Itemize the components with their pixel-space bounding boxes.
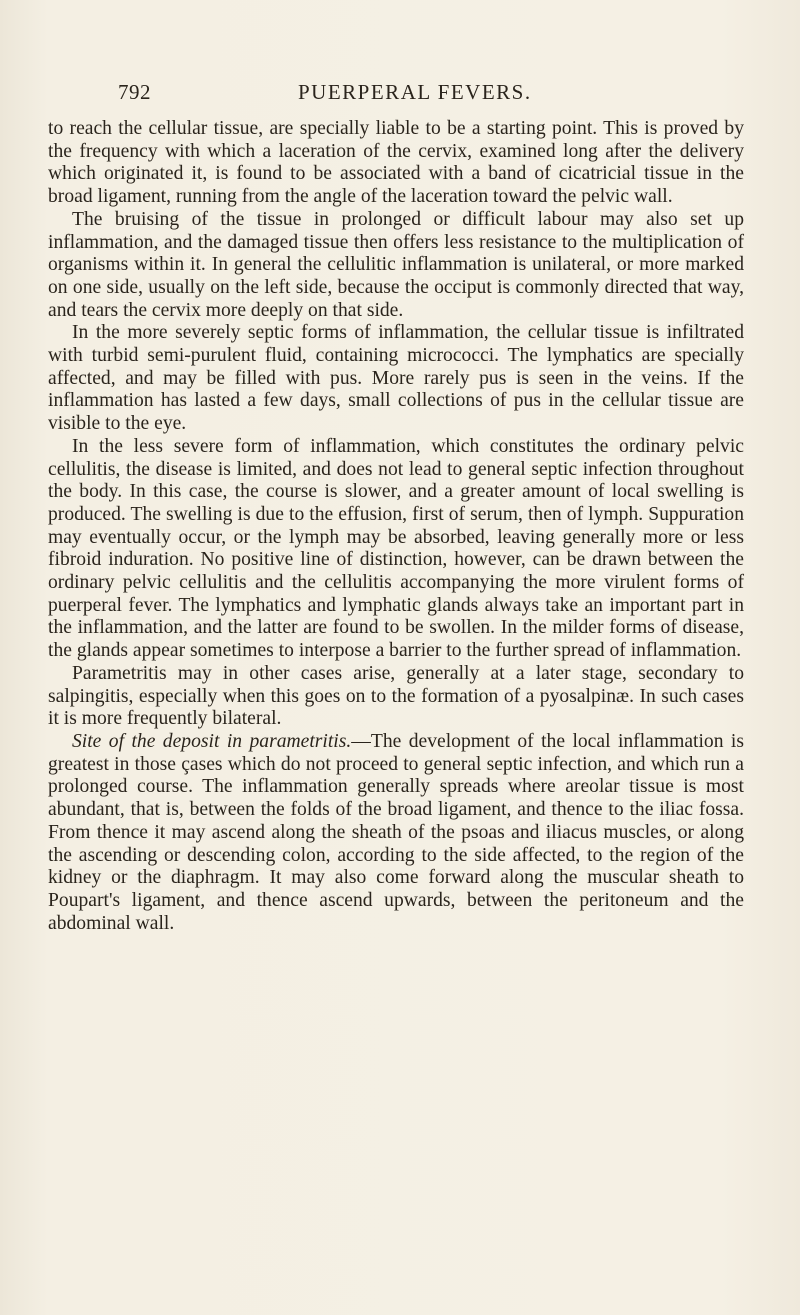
page-header — [118, 80, 738, 110]
running-title: PUERPERAL FEVERS. — [298, 80, 532, 104]
paragraph-site-of-deposit — [48, 731, 744, 935]
section-heading-site: Site of the deposit in parametritis. — [72, 730, 352, 752]
paragraph-laceration: to reach the cellular tissue, are specially liable to be a starting point. This is proved by the frequency with which a laceration of the cervix, examined long after the delivery which originated it, is found to be associated with a band of cicatricial tissue in the broad ligament, running from the angle of the laceration toward the pelvic wall. — [48, 118, 744, 208]
paragraph-less-severe: In the less severe form of inflammation, which constitutes the ordinary pelvic cellulitis, the disease is limited, and does not lead to general septic infection throughout the body. In this case, the course is slower, and a greater amount of local swelling is produced. The swelling is due to the effusion, first of serum, then of lymph. Suppuration may eventually occur, or the lymph may be absorbed, leaving generally more or less fibroid induration. No positive line of distinction, however, can be drawn between the ordinary pelvic cellulitis and the cellulitis accompanying the more virulent forms of puerperal fever. The lymphatics and lymphatic glands always take an important part in the inflammation, and the latter are found to be swollen. In the milder forms of disease, the glands appear sometimes to interpose a barrier to the further spread of inflammation. — [48, 435, 744, 662]
paragraph-parametritis: Parametritis may in other cases arise, generally at a later stage, secondary to salpingitis, especially when this goes on to the formation of a pyosalpinæ. In such cases it is more frequently bilateral. — [48, 662, 744, 730]
body-text — [48, 118, 744, 935]
page-number: 792 — [118, 80, 151, 104]
site-section-text: —The development of the local inflammation is greatest in those çases which do not proceed to general septic infection, and which run a prolonged course. The inflammation generally spreads where areolar tissue is most abundant, that is, between the folds of the broad ligament, and thence to the iliac fossa. From thence it may ascend along the sheath of the psoas and iliacus muscles, or along the ascending or descending colon, according to the side affected, to the region of the kidney or the diaphragm. It may also come forward along the muscular sheath to Poupart's ligament, and thence ascend upwards, between the peritoneum and the abdominal wall. — [48, 730, 744, 934]
paragraph-septic-forms: In the more severely septic forms of inflammation, the cellular tissue is infiltrated with turbid semi-purulent fluid, containing micrococci. The lymphatics are specially affected, and may be filled with pus. More rarely pus is seen in the veins. If the inflammation has lasted a few days, small collections of pus in the cellular tissue are visible to the eye. — [48, 322, 744, 435]
paragraph-bruising: The bruising of the tissue in prolonged or difficult labour may also set up inflammation, and the damaged tissue then offers less resistance to the multiplication of organisms within it. In general the cellulitic inflammation is unilateral, or more marked on one side, usually on the left side, because the occiput is commonly directed that way, and tears the cervix more deeply on that side. — [48, 208, 744, 321]
